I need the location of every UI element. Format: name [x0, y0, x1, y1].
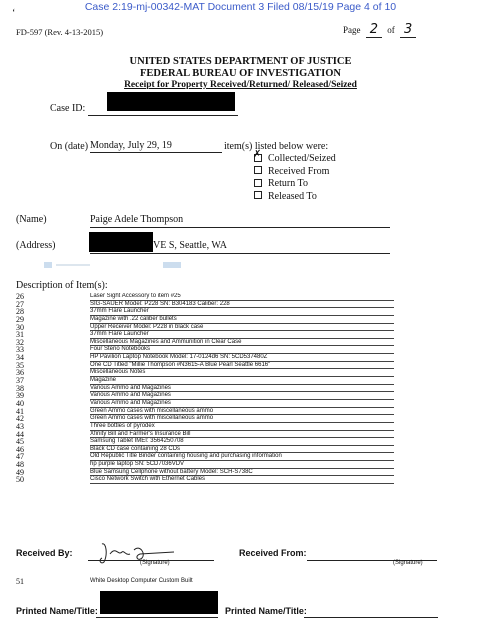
checkbox-label: Received From: [268, 165, 330, 177]
list-item: [16, 476, 456, 484]
list-item: [16, 346, 456, 354]
item-number: 50: [16, 475, 24, 485]
bureau-title: FEDERAL BUREAU OF INVESTIGATION: [140, 68, 341, 79]
list-item: [16, 369, 456, 377]
item-number: 35: [16, 360, 24, 370]
item-number: 41: [16, 406, 24, 416]
list-item: [16, 385, 456, 393]
address-redaction: [89, 232, 153, 252]
printed-name-label-left: Printed Name/Title:: [16, 606, 98, 616]
item-description: 37mm Flare Launcher: [90, 331, 394, 339]
item-number: 39: [16, 391, 24, 401]
case-id-redaction: [107, 92, 235, 111]
checkbox-box: [254, 166, 262, 174]
item-description: Various Ammo and Magazines: [90, 392, 394, 400]
item-number: 29: [16, 314, 24, 324]
page-of: [343, 22, 419, 38]
list-item: [16, 331, 456, 339]
list-item: [16, 308, 456, 316]
address-label: (Address): [16, 240, 56, 251]
printed-name-line-right: [304, 605, 438, 618]
received-from-label: Received From:: [239, 548, 307, 558]
signature-caption-right: (Signature): [393, 560, 423, 566]
item-number: 40: [16, 398, 24, 408]
item-number: 30: [16, 322, 24, 332]
checkbox-label: Return To: [268, 178, 308, 189]
printed-name-label-right: Printed Name/Title:: [225, 606, 307, 616]
item-description: Miscellaneous Notes: [90, 369, 394, 377]
item-51-number: 51: [16, 577, 24, 586]
checkbox-box: [254, 154, 262, 162]
list-item: [16, 301, 456, 309]
page-total: 3: [400, 22, 416, 38]
address-value: VE S, Seattle, WA: [153, 240, 227, 251]
printed-name-redaction: [100, 591, 218, 614]
checkbox-received-from[interactable]: [254, 166, 336, 179]
item-number: 44: [16, 429, 24, 439]
date-label: On (date): [50, 141, 89, 152]
item-description: Upper Receiver Model: P228 in black case: [90, 324, 394, 332]
item-number: 32: [16, 337, 24, 347]
checkbox-collected-seized[interactable]: [254, 153, 336, 166]
list-item: [16, 339, 456, 347]
scan-artifact-left: [44, 262, 52, 268]
item-description: Green Ammo cases with miscellaneous ammo: [90, 415, 394, 423]
name-label: (Name): [16, 214, 47, 225]
list-item: [16, 362, 456, 370]
list-item: [16, 415, 456, 423]
item-description: Miscellaneous Magazines and Ammunition in Clear Case: [90, 339, 394, 347]
of-label: of: [387, 25, 395, 35]
item-number: 27: [16, 299, 24, 309]
scan-artifact-right: [163, 262, 181, 268]
item-description: SIG-SAUER Model: P228 SN: B304183 Caliber: 228: [90, 301, 394, 309]
list-item: [16, 438, 456, 446]
item-number: 48: [16, 460, 24, 470]
received-by-label: Received By:: [16, 548, 73, 558]
item-description: Various Ammo and Magazines: [90, 400, 394, 408]
list-item: [16, 408, 456, 416]
checkbox-label: Collected/Seized: [268, 153, 336, 164]
checkbox-return-to[interactable]: [254, 178, 336, 191]
items-list: [16, 293, 456, 484]
item-description: Green Ammo cases with miscellaneous ammo: [90, 408, 394, 416]
list-item: [16, 377, 456, 385]
item-number: 45: [16, 437, 24, 447]
item-number: 47: [16, 452, 24, 462]
name-value: Paige Adele Thompson: [90, 214, 390, 228]
checkbox-label: Released To: [268, 190, 317, 202]
receipt-title: [0, 80, 481, 90]
list-item: [16, 461, 456, 469]
item-description: Xfinity Bill and Farmer's Insurance Bill: [90, 431, 394, 439]
item-description: Black CD case containing 28 CDs: [90, 446, 394, 454]
department-title: UNITED STATES DEPARTMENT OF JUSTICE: [129, 56, 352, 67]
items-listed-label: item(s) listed below were:: [224, 141, 329, 152]
status-checkboxes: [254, 153, 336, 203]
received-from-signature-line: [307, 546, 437, 561]
item-description: Cisco Network Switch with Ethernet Cables: [90, 476, 394, 484]
item-number: 49: [16, 467, 24, 477]
list-item: [16, 293, 456, 301]
item-description: Laser Sight Accessory to item #25: [90, 293, 394, 301]
item-description: Four Steno Notebooks: [90, 346, 394, 354]
receipt-title-text: Receipt for Property Received/Returned/ Released/Seized: [124, 80, 357, 90]
item-description: Various Ammo and Magazines: [90, 385, 394, 393]
item-number: 36: [16, 368, 24, 378]
item-description: 37mm Flare Launcher: [90, 308, 394, 316]
list-item: [16, 453, 456, 461]
item-number: 28: [16, 307, 24, 317]
item-description: One CD Titled "Millie Thompson #N3615-A Blue Pearl Seattle 6616": [90, 362, 394, 370]
list-item: [16, 446, 456, 454]
list-item: [16, 400, 456, 408]
item-number: 43: [16, 421, 24, 431]
item-description: HP Pavilion Laptop Notebook Model: 17-0124d6 SN: 5CD537480Z: [90, 354, 394, 362]
scan-artifact-faint-line: [56, 264, 90, 266]
checkbox-released-to[interactable]: [254, 191, 336, 204]
signature-caption-left: (Signature): [140, 560, 170, 566]
description-label: Description of Item(s):: [16, 280, 108, 291]
court-filing-stamp: Case 2:19-mj-00342-MAT Document 3 Filed 08/15/19 Page 4 of 10: [84, 1, 397, 13]
checkbox-box: [254, 179, 262, 187]
item-number: 42: [16, 414, 24, 424]
list-item: [16, 423, 456, 431]
item-51-description: White Desktop Computer Custom Built: [90, 578, 193, 584]
item-number: 37: [16, 376, 24, 386]
item-number: 31: [16, 330, 24, 340]
corner-mark: ‘: [12, 8, 16, 19]
item-description: Old Republic Title Binder containing housing and purchasing information: [90, 453, 394, 461]
page-number: 2: [366, 22, 382, 38]
item-description: Three bottles of pyrodex: [90, 423, 394, 431]
item-description: Samsung Tablet IMEI: 3564250708: [90, 438, 394, 446]
list-item: [16, 324, 456, 332]
item-description: Magazine: [90, 377, 394, 385]
item-description: Blue Samsung Cellphone without battery Model: SCH-S738C: [90, 469, 394, 477]
item-number: 33: [16, 345, 24, 355]
item-number: 46: [16, 444, 24, 454]
item-description: hp purple laptop SN: 5CD7036VDV: [90, 461, 394, 469]
list-item: [16, 316, 456, 324]
list-item: [16, 469, 456, 477]
item-number: 34: [16, 353, 24, 363]
item-description: Magazine with .22 caliber bullets: [90, 316, 394, 324]
date-value: Monday, July 29, 19: [90, 140, 222, 153]
list-item: [16, 354, 456, 362]
item-number: 26: [16, 292, 24, 301]
checkbox-box: [254, 191, 262, 199]
item-number: 38: [16, 383, 24, 393]
case-id-label: Case ID:: [50, 103, 86, 114]
list-item: [16, 392, 456, 400]
list-item: [16, 431, 456, 439]
form-number: FD-597 (Rev. 4-13-2015): [16, 27, 104, 37]
page-label: Page: [343, 25, 361, 35]
